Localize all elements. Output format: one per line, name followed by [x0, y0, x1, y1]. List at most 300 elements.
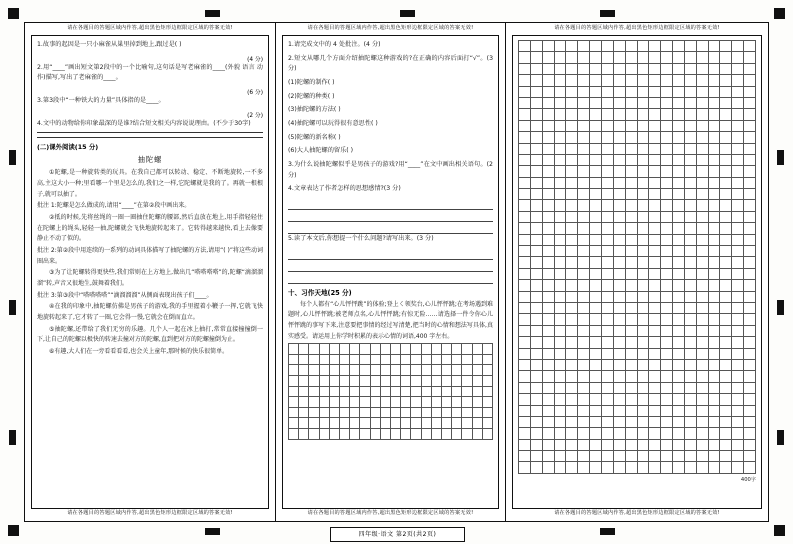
grid-cell[interactable]: [519, 155, 531, 166]
grid-cell[interactable]: [442, 418, 452, 429]
grid-cell[interactable]: [350, 408, 360, 419]
grid-cell[interactable]: [697, 144, 709, 155]
grid-cell[interactable]: [661, 212, 673, 223]
grid-cell[interactable]: [578, 406, 590, 417]
grid-cell[interactable]: [649, 292, 661, 303]
grid-cell[interactable]: [519, 64, 531, 75]
grid-cell[interactable]: [744, 314, 756, 325]
grid-cell[interactable]: [732, 371, 744, 382]
grid-cell[interactable]: [649, 223, 661, 234]
grid-cell[interactable]: [732, 52, 744, 63]
grid-cell[interactable]: [578, 303, 590, 314]
grid-cell[interactable]: [709, 417, 721, 428]
grid-cell[interactable]: [697, 166, 709, 177]
grid-cell[interactable]: [720, 64, 732, 75]
grid-cell[interactable]: [578, 462, 590, 473]
grid-cell[interactable]: [452, 344, 462, 355]
grid-cell[interactable]: [709, 440, 721, 451]
grid-cell[interactable]: [411, 408, 421, 419]
grid-cell[interactable]: [350, 376, 360, 387]
grid-cell[interactable]: [685, 178, 697, 189]
grid-cell[interactable]: [289, 397, 299, 408]
grid-cell[interactable]: [720, 349, 732, 360]
answer-region-right[interactable]: [512, 35, 762, 509]
grid-cell[interactable]: [649, 326, 661, 337]
grid-cell[interactable]: [744, 246, 756, 257]
grid-cell[interactable]: [401, 387, 411, 398]
grid-cell[interactable]: [578, 166, 590, 177]
grid-cell[interactable]: [590, 280, 602, 291]
grid-cell[interactable]: [626, 235, 638, 246]
grid-cell[interactable]: [661, 223, 673, 234]
grid-cell[interactable]: [709, 371, 721, 382]
grid-cell[interactable]: [330, 355, 340, 366]
grid-cell[interactable]: [555, 155, 567, 166]
grid-cell[interactable]: [649, 394, 661, 405]
grid-cell[interactable]: [685, 451, 697, 462]
answer-lines-feelings[interactable]: [288, 198, 493, 234]
grid-cell[interactable]: [531, 280, 543, 291]
grid-cell[interactable]: [578, 440, 590, 451]
grid-cell[interactable]: [519, 257, 531, 268]
grid-cell[interactable]: [432, 408, 442, 419]
grid-cell[interactable]: [483, 344, 493, 355]
grid-cell[interactable]: [638, 200, 650, 211]
answer-line[interactable]: [288, 198, 493, 210]
grid-cell[interactable]: [519, 360, 531, 371]
grid-cell[interactable]: [555, 406, 567, 417]
grid-cell[interactable]: [519, 337, 531, 348]
grid-cell[interactable]: [543, 337, 555, 348]
grid-cell[interactable]: [602, 383, 614, 394]
grid-cell[interactable]: [638, 223, 650, 234]
grid-cell[interactable]: [720, 383, 732, 394]
grid-cell[interactable]: [720, 155, 732, 166]
grid-cell[interactable]: [638, 75, 650, 86]
grid-cell[interactable]: [602, 246, 614, 257]
grid-cell[interactable]: [320, 344, 330, 355]
grid-cell[interactable]: [411, 397, 421, 408]
grid-cell[interactable]: [709, 223, 721, 234]
grid-cell[interactable]: [462, 429, 472, 440]
grid-cell[interactable]: [649, 132, 661, 143]
grid-cell[interactable]: [614, 246, 626, 257]
answer-lines-ask[interactable]: [288, 248, 493, 284]
grid-cell[interactable]: [673, 246, 685, 257]
grid-cell[interactable]: [661, 200, 673, 211]
grid-cell[interactable]: [555, 235, 567, 246]
grid-cell[interactable]: [744, 383, 756, 394]
grid-cell[interactable]: [350, 355, 360, 366]
grid-cell[interactable]: [442, 387, 452, 398]
grid-cell[interactable]: [602, 280, 614, 291]
grid-cell[interactable]: [709, 144, 721, 155]
grid-cell[interactable]: [432, 344, 442, 355]
grid-cell[interactable]: [673, 349, 685, 360]
grid-cell[interactable]: [614, 41, 626, 52]
grid-cell[interactable]: [626, 371, 638, 382]
grid-cell[interactable]: [555, 451, 567, 462]
grid-cell[interactable]: [411, 365, 421, 376]
grid-cell[interactable]: [638, 257, 650, 268]
grid-cell[interactable]: [602, 189, 614, 200]
grid-cell[interactable]: [602, 64, 614, 75]
grid-cell[interactable]: [732, 87, 744, 98]
grid-cell[interactable]: [531, 314, 543, 325]
grid-cell[interactable]: [299, 387, 309, 398]
grid-cell[interactable]: [709, 280, 721, 291]
grid-cell[interactable]: [566, 98, 578, 109]
grid-cell[interactable]: [309, 355, 319, 366]
grid-cell[interactable]: [661, 428, 673, 439]
grid-cell[interactable]: [320, 365, 330, 376]
grid-cell[interactable]: [720, 280, 732, 291]
grid-cell[interactable]: [566, 75, 578, 86]
grid-cell[interactable]: [602, 235, 614, 246]
grid-cell[interactable]: [483, 397, 493, 408]
grid-cell[interactable]: [590, 269, 602, 280]
grid-cell[interactable]: [626, 75, 638, 86]
grid-cell[interactable]: [483, 429, 493, 440]
grid-cell[interactable]: [555, 360, 567, 371]
grid-cell[interactable]: [697, 462, 709, 473]
grid-cell[interactable]: [732, 75, 744, 86]
grid-cell[interactable]: [578, 52, 590, 63]
grid-cell[interactable]: [673, 417, 685, 428]
grid-cell[interactable]: [519, 109, 531, 120]
grid-cell[interactable]: [519, 383, 531, 394]
grid-cell[interactable]: [720, 451, 732, 462]
grid-cell[interactable]: [602, 417, 614, 428]
grid-cell[interactable]: [519, 406, 531, 417]
grid-cell[interactable]: [732, 394, 744, 405]
grid-cell[interactable]: [555, 189, 567, 200]
grid-cell[interactable]: [330, 365, 340, 376]
grid-cell[interactable]: [685, 75, 697, 86]
grid-cell[interactable]: [590, 257, 602, 268]
grid-cell[interactable]: [732, 189, 744, 200]
grid-cell[interactable]: [732, 41, 744, 52]
grid-cell[interactable]: [531, 178, 543, 189]
grid-cell[interactable]: [566, 132, 578, 143]
grid-cell[interactable]: [720, 360, 732, 371]
grid-cell[interactable]: [685, 41, 697, 52]
grid-cell[interactable]: [614, 64, 626, 75]
grid-cell[interactable]: [638, 428, 650, 439]
grid-cell[interactable]: [519, 314, 531, 325]
grid-cell[interactable]: [732, 462, 744, 473]
grid-cell[interactable]: [411, 418, 421, 429]
grid-cell[interactable]: [422, 429, 432, 440]
grid-cell[interactable]: [555, 280, 567, 291]
grid-cell[interactable]: [602, 440, 614, 451]
grid-cell[interactable]: [685, 200, 697, 211]
grid-cell[interactable]: [744, 440, 756, 451]
composition-grid-middle[interactable]: [288, 343, 493, 439]
grid-cell[interactable]: [543, 292, 555, 303]
grid-cell[interactable]: [720, 406, 732, 417]
grid-cell[interactable]: [543, 246, 555, 257]
grid-cell[interactable]: [720, 235, 732, 246]
grid-cell[interactable]: [697, 87, 709, 98]
grid-cell[interactable]: [590, 303, 602, 314]
grid-cell[interactable]: [626, 406, 638, 417]
grid-cell[interactable]: [519, 132, 531, 143]
grid-cell[interactable]: [442, 408, 452, 419]
grid-cell[interactable]: [590, 87, 602, 98]
grid-cell[interactable]: [543, 41, 555, 52]
grid-cell[interactable]: [531, 223, 543, 234]
answer-line[interactable]: [288, 260, 493, 272]
grid-cell[interactable]: [340, 408, 350, 419]
grid-cell[interactable]: [519, 303, 531, 314]
grid-cell[interactable]: [638, 144, 650, 155]
grid-cell[interactable]: [614, 417, 626, 428]
grid-cell[interactable]: [566, 166, 578, 177]
grid-cell[interactable]: [566, 52, 578, 63]
grid-cell[interactable]: [543, 98, 555, 109]
grid-cell[interactable]: [661, 326, 673, 337]
grid-cell[interactable]: [709, 360, 721, 371]
grid-cell[interactable]: [566, 121, 578, 132]
grid-cell[interactable]: [614, 383, 626, 394]
grid-cell[interactable]: [531, 246, 543, 257]
grid-cell[interactable]: [531, 394, 543, 405]
grid-cell[interactable]: [732, 132, 744, 143]
grid-cell[interactable]: [697, 189, 709, 200]
grid-cell[interactable]: [566, 406, 578, 417]
grid-cell[interactable]: [685, 132, 697, 143]
grid-cell[interactable]: [320, 397, 330, 408]
grid-cell[interactable]: [590, 314, 602, 325]
grid-cell[interactable]: [744, 360, 756, 371]
grid-cell[interactable]: [685, 257, 697, 268]
grid-cell[interactable]: [673, 235, 685, 246]
grid-cell[interactable]: [566, 451, 578, 462]
grid-cell[interactable]: [566, 326, 578, 337]
grid-cell[interactable]: [732, 257, 744, 268]
grid-cell[interactable]: [732, 269, 744, 280]
grid-cell[interactable]: [578, 394, 590, 405]
grid-cell[interactable]: [381, 355, 391, 366]
grid-cell[interactable]: [543, 360, 555, 371]
grid-cell[interactable]: [614, 451, 626, 462]
grid-cell[interactable]: [626, 212, 638, 223]
grid-cell[interactable]: [685, 292, 697, 303]
grid-cell[interactable]: [371, 355, 381, 366]
grid-cell[interactable]: [320, 355, 330, 366]
grid-cell[interactable]: [744, 269, 756, 280]
grid-cell[interactable]: [638, 235, 650, 246]
grid-cell[interactable]: [709, 406, 721, 417]
grid-cell[interactable]: [566, 189, 578, 200]
grid-cell[interactable]: [602, 462, 614, 473]
grid-cell[interactable]: [614, 440, 626, 451]
grid-cell[interactable]: [673, 371, 685, 382]
grid-cell[interactable]: [673, 41, 685, 52]
grid-cell[interactable]: [543, 155, 555, 166]
grid-cell[interactable]: [602, 223, 614, 234]
grid-cell[interactable]: [626, 87, 638, 98]
grid-cell[interactable]: [709, 109, 721, 120]
grid-cell[interactable]: [462, 418, 472, 429]
grid-cell[interactable]: [720, 269, 732, 280]
grid-cell[interactable]: [566, 360, 578, 371]
grid-cell[interactable]: [732, 280, 744, 291]
grid-cell[interactable]: [626, 394, 638, 405]
grid-cell[interactable]: [590, 52, 602, 63]
grid-cell[interactable]: [744, 121, 756, 132]
grid-cell[interactable]: [360, 418, 370, 429]
grid-cell[interactable]: [685, 417, 697, 428]
grid-cell[interactable]: [744, 98, 756, 109]
grid-cell[interactable]: [661, 394, 673, 405]
grid-cell[interactable]: [473, 418, 483, 429]
grid-cell[interactable]: [709, 394, 721, 405]
grid-cell[interactable]: [673, 326, 685, 337]
grid-cell[interactable]: [330, 397, 340, 408]
grid-cell[interactable]: [590, 235, 602, 246]
q-option-1[interactable]: (1)陀螺的制作( ): [288, 78, 335, 86]
grid-cell[interactable]: [411, 344, 421, 355]
grid-cell[interactable]: [543, 235, 555, 246]
grid-cell[interactable]: [422, 355, 432, 366]
grid-cell[interactable]: [649, 155, 661, 166]
grid-cell[interactable]: [519, 394, 531, 405]
grid-cell[interactable]: [709, 121, 721, 132]
grid-cell[interactable]: [391, 429, 401, 440]
grid-cell[interactable]: [473, 344, 483, 355]
grid-cell[interactable]: [531, 166, 543, 177]
grid-cell[interactable]: [578, 257, 590, 268]
grid-cell[interactable]: [673, 269, 685, 280]
grid-cell[interactable]: [360, 397, 370, 408]
grid-cell[interactable]: [330, 387, 340, 398]
grid-cell[interactable]: [720, 371, 732, 382]
grid-cell[interactable]: [543, 87, 555, 98]
grid-cell[interactable]: [590, 360, 602, 371]
grid-cell[interactable]: [649, 314, 661, 325]
grid-cell[interactable]: [673, 337, 685, 348]
grid-cell[interactable]: [391, 344, 401, 355]
grid-cell[interactable]: [578, 326, 590, 337]
grid-cell[interactable]: [519, 52, 531, 63]
grid-cell[interactable]: [531, 121, 543, 132]
grid-cell[interactable]: [350, 365, 360, 376]
grid-cell[interactable]: [320, 387, 330, 398]
grid-cell[interactable]: [566, 269, 578, 280]
grid-cell[interactable]: [473, 365, 483, 376]
grid-cell[interactable]: [720, 132, 732, 143]
grid-cell[interactable]: [709, 75, 721, 86]
grid-cell[interactable]: [566, 212, 578, 223]
grid-cell[interactable]: [661, 132, 673, 143]
grid-cell[interactable]: [709, 349, 721, 360]
grid-cell[interactable]: [555, 257, 567, 268]
grid-cell[interactable]: [391, 355, 401, 366]
grid-cell[interactable]: [309, 365, 319, 376]
grid-cell[interactable]: [289, 365, 299, 376]
grid-cell[interactable]: [422, 365, 432, 376]
grid-cell[interactable]: [519, 246, 531, 257]
grid-cell[interactable]: [578, 98, 590, 109]
grid-cell[interactable]: [649, 440, 661, 451]
grid-cell[interactable]: [371, 365, 381, 376]
grid-cell[interactable]: [720, 314, 732, 325]
grid-cell[interactable]: [685, 269, 697, 280]
grid-cell[interactable]: [732, 144, 744, 155]
grid-cell[interactable]: [578, 314, 590, 325]
grid-cell[interactable]: [697, 428, 709, 439]
grid-cell[interactable]: [289, 418, 299, 429]
grid-cell[interactable]: [602, 394, 614, 405]
q-option-4[interactable]: (4)抽陀螺可以玩得很有意思性( ): [288, 119, 378, 127]
grid-cell[interactable]: [720, 326, 732, 337]
grid-cell[interactable]: [578, 428, 590, 439]
grid-cell[interactable]: [340, 429, 350, 440]
grid-cell[interactable]: [626, 64, 638, 75]
grid-cell[interactable]: [590, 292, 602, 303]
grid-cell[interactable]: [697, 371, 709, 382]
grid-cell[interactable]: [720, 121, 732, 132]
grid-cell[interactable]: [320, 408, 330, 419]
grid-cell[interactable]: [531, 326, 543, 337]
grid-cell[interactable]: [744, 451, 756, 462]
grid-cell[interactable]: [555, 64, 567, 75]
grid-cell[interactable]: [744, 326, 756, 337]
grid-cell[interactable]: [744, 257, 756, 268]
grid-cell[interactable]: [473, 355, 483, 366]
grid-cell[interactable]: [673, 109, 685, 120]
grid-cell[interactable]: [422, 376, 432, 387]
grid-cell[interactable]: [673, 451, 685, 462]
grid-cell[interactable]: [590, 144, 602, 155]
grid-cell[interactable]: [309, 418, 319, 429]
grid-cell[interactable]: [638, 349, 650, 360]
grid-cell[interactable]: [578, 75, 590, 86]
grid-cell[interactable]: [432, 376, 442, 387]
grid-cell[interactable]: [649, 200, 661, 211]
grid-cell[interactable]: [732, 235, 744, 246]
grid-cell[interactable]: [744, 349, 756, 360]
grid-cell[interactable]: [566, 280, 578, 291]
grid-cell[interactable]: [685, 314, 697, 325]
grid-cell[interactable]: [649, 212, 661, 223]
grid-cell[interactable]: [531, 155, 543, 166]
grid-cell[interactable]: [697, 132, 709, 143]
grid-cell[interactable]: [685, 360, 697, 371]
grid-cell[interactable]: [614, 257, 626, 268]
grid-cell[interactable]: [638, 406, 650, 417]
grid-cell[interactable]: [531, 269, 543, 280]
grid-cell[interactable]: [578, 144, 590, 155]
grid-cell[interactable]: [519, 166, 531, 177]
grid-cell[interactable]: [531, 132, 543, 143]
grid-cell[interactable]: [720, 200, 732, 211]
grid-cell[interactable]: [578, 41, 590, 52]
grid-cell[interactable]: [614, 121, 626, 132]
grid-cell[interactable]: [371, 397, 381, 408]
grid-cell[interactable]: [709, 235, 721, 246]
grid-cell[interactable]: [483, 387, 493, 398]
grid-cell[interactable]: [685, 155, 697, 166]
grid-cell[interactable]: [555, 269, 567, 280]
grid-cell[interactable]: [685, 189, 697, 200]
grid-cell[interactable]: [638, 360, 650, 371]
grid-cell[interactable]: [519, 98, 531, 109]
grid-cell[interactable]: [289, 376, 299, 387]
grid-cell[interactable]: [602, 406, 614, 417]
